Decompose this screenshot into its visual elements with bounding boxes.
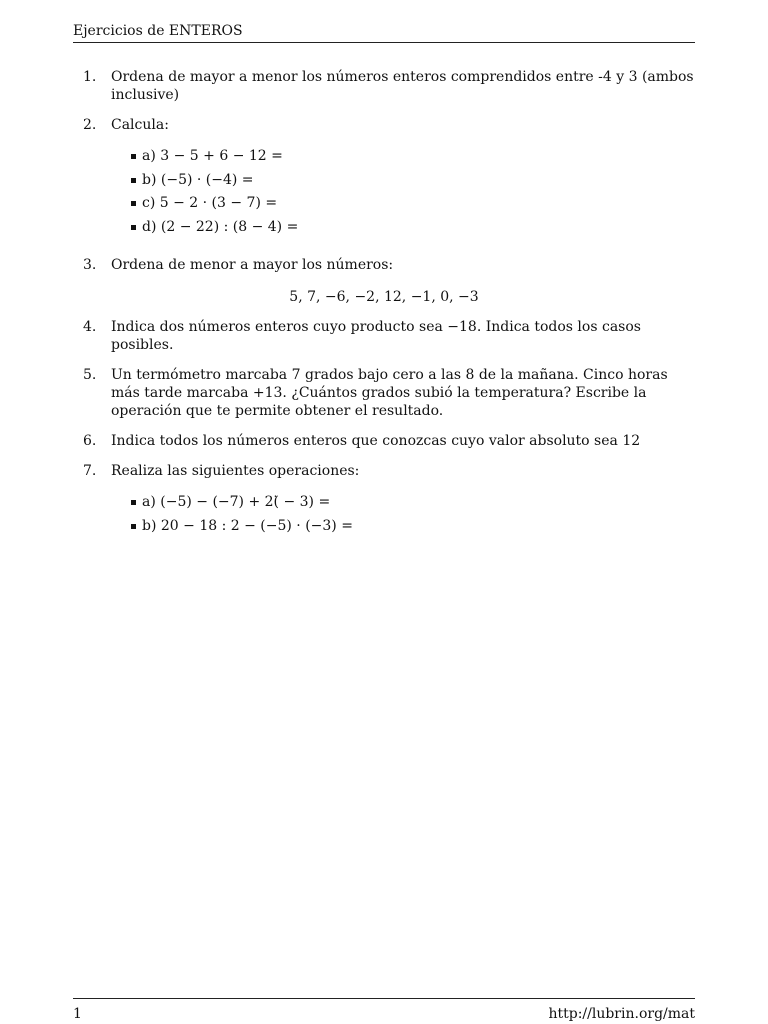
- square-bullet-icon: [131, 201, 136, 206]
- sub-list: [111, 493, 695, 540]
- exercise-text: Indica todos los números enteros que conozcas cuyo valor absoluto sea 12: [111, 433, 641, 449]
- exercise-list: [73, 68, 695, 555]
- square-bullet-icon: [131, 524, 136, 529]
- sub-item: [124, 194, 695, 218]
- square-bullet-icon: [131, 178, 136, 183]
- sub-item-text: b) (−5) · (−4) =: [142, 171, 254, 188]
- number-sequence: 5, 7, −6, −2, 12, −1, 0, −3: [289, 289, 479, 305]
- page-title: Ejercicios de ENTEROS: [73, 23, 243, 39]
- sub-item-text: d) (2 − 22) : (8 − 4) =: [142, 218, 299, 235]
- sub-item-text: a) (−5) − (−7) + 2(̇ − 3) =: [142, 494, 331, 510]
- exercise-number: 7.: [83, 463, 97, 479]
- sub-item: [124, 493, 695, 517]
- exercise-7: [73, 462, 695, 540]
- exercise-3: [73, 256, 695, 306]
- exercise-number: 4.: [83, 319, 97, 335]
- exercise-2: [73, 116, 695, 241]
- square-bullet-icon: [131, 154, 136, 159]
- exercise-text: Realiza las siguientes operaciones:: [111, 463, 360, 479]
- sub-item: [124, 517, 695, 541]
- exercise-1: [73, 68, 695, 104]
- square-bullet-icon: [131, 225, 136, 230]
- exercise-number: 1.: [83, 69, 97, 85]
- square-bullet-icon: [131, 500, 136, 505]
- exercise-5: [73, 366, 695, 420]
- sub-item-text: b) 20 − 18 : 2 − (−5) · (−3) =: [142, 517, 353, 534]
- page-number: 1: [73, 1006, 82, 1022]
- page-footer: [73, 998, 695, 1023]
- sub-item: [124, 171, 695, 195]
- exercise-text: Un termómetro marcaba 7 grados bajo cero a las 8 de la mañana. Cinco horas más tarde marcaba +13. ¿Cuántos grados subió la temperatura? Escribe la operación que te permite obtener el resultado.: [111, 367, 668, 419]
- exercise-6: [73, 432, 695, 450]
- footer-url: http://lubrin.org/mat: [548, 1006, 695, 1022]
- exercise-text: Ordena de menor a mayor los números:: [111, 257, 394, 273]
- sub-item-text: a) 3 − 5 + 6 − 12 =: [142, 148, 283, 164]
- sub-item: [124, 218, 695, 242]
- exercise-number: 5.: [83, 367, 97, 383]
- exercise-number: 2.: [83, 117, 97, 133]
- exercise-4: [73, 318, 695, 354]
- exercise-number: 6.: [83, 433, 97, 449]
- exercise-text: Indica dos números enteros cuyo producto sea −18. Indica todos los casos posibles.: [111, 319, 641, 353]
- sub-item-text: c) 5 − 2 · (3 − 7) =: [142, 195, 278, 211]
- sub-item: [124, 147, 695, 171]
- exercise-text: Calcula:: [111, 117, 169, 133]
- exercise-number: 3.: [83, 257, 97, 273]
- sub-list: [111, 147, 695, 241]
- exercise-text: Ordena de mayor a menor los números enteros comprendidos entre -4 y 3 (ambos inclusive): [111, 69, 694, 103]
- page-header: [73, 22, 695, 43]
